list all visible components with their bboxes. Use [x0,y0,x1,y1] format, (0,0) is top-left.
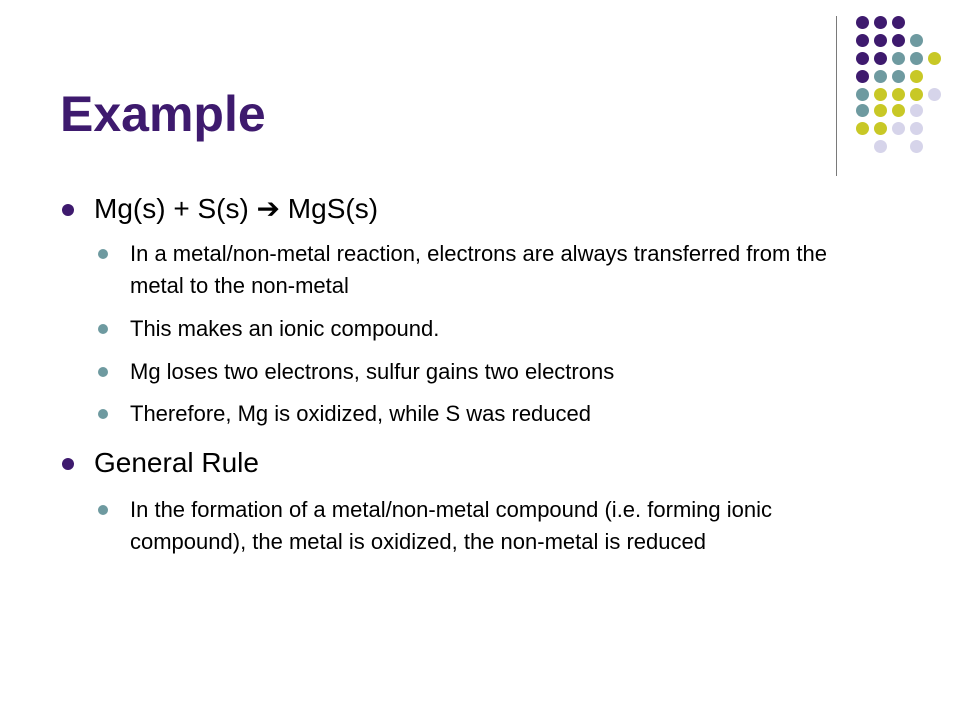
decorative-dot [874,16,887,29]
decorative-dot [874,122,887,135]
decorative-dot [910,140,923,153]
decorative-dot [874,104,887,117]
sub-bullet-dot-icon [98,505,108,515]
decorative-dot [892,104,905,117]
slide-title: Example [60,86,266,142]
decorative-dot [856,122,869,135]
decorative-dot [856,16,869,29]
sub-bullet-dot-icon [98,324,108,334]
decorative-dot [874,140,887,153]
decorative-dot [892,70,905,83]
bullet-text: General Rule [94,447,259,478]
vertical-divider [836,16,837,176]
decorative-dot [910,88,923,101]
decorative-dot [874,88,887,101]
decorative-dot [856,104,869,117]
decorative-dot [874,34,887,47]
sub-bullet-text: Therefore, Mg is oxidized, while S was reduced [130,401,591,426]
decorative-dot [928,52,941,65]
decorative-dot [874,70,887,83]
decorative-dot [910,52,923,65]
bullet-dot-icon [62,204,74,216]
decorative-dot [856,34,869,47]
decorative-dot [856,52,869,65]
decorative-dot [910,34,923,47]
sub-bullet-text: Mg loses two electrons, sulfur gains two electrons [130,359,615,384]
sub-bullet-text: In the formation of a metal/non-metal compound (i.e. forming ionic compound), the metal is oxidized, the non-metal is reduced [130,497,772,554]
sub-bullet-text: This makes an ionic compound. [130,316,440,341]
decorative-dot [928,88,941,101]
decorative-dot [910,70,923,83]
sub-bullet-text: In a metal/non-metal reaction, electrons are always transferred from the metal to the non-metal [130,241,827,298]
sub-bullet-dot-icon [98,409,108,419]
decorative-dot [856,70,869,83]
bullet-text: Mg(s) + S(s) ➔ MgS(s) [94,193,379,224]
sub-bullet-dot-icon [98,367,108,377]
decorative-dot [910,104,923,117]
decorative-dot [892,88,905,101]
decorative-dot [892,122,905,135]
sub-bullet-dot-icon [98,249,108,259]
decorative-dot [874,52,887,65]
decorative-dot [892,16,905,29]
decorative-dot [910,122,923,135]
decorative-dot [856,88,869,101]
decorative-dot [892,34,905,47]
decorative-dot [892,52,905,65]
bullet-dot-icon [62,458,74,470]
